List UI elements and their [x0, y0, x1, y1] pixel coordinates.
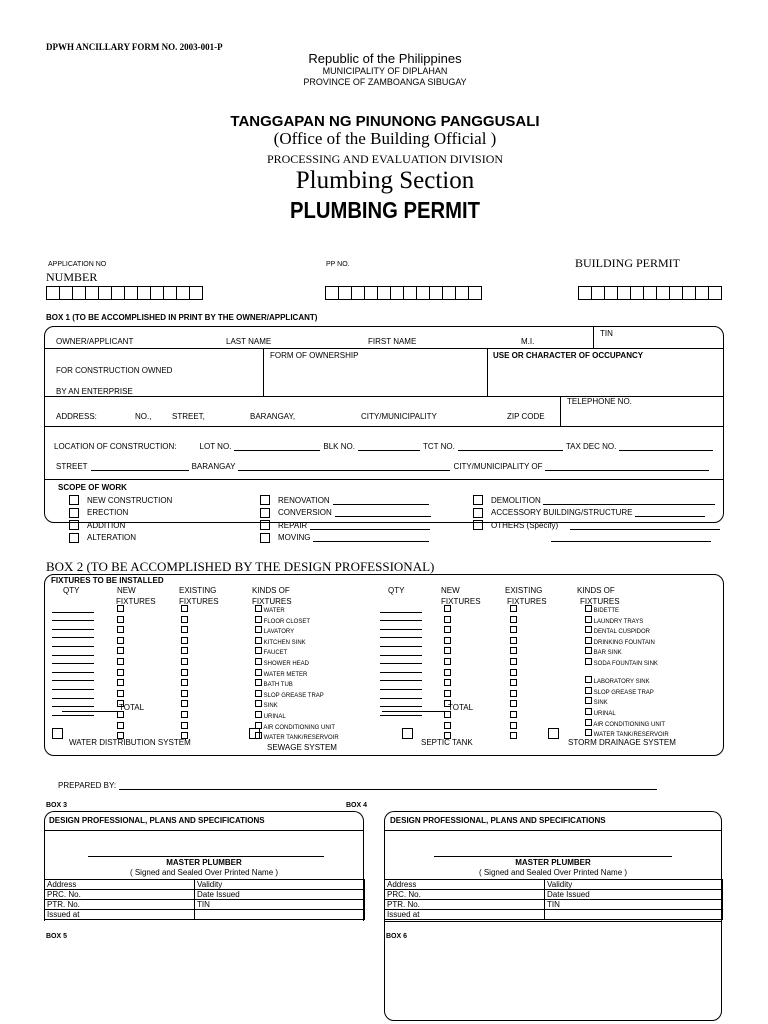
- city-of-field[interactable]: [545, 462, 709, 471]
- scope-column-2: RENOVATION CONVERSION REPAIR MOVING: [260, 494, 431, 544]
- total-left: TOTAL: [62, 703, 144, 712]
- prepared-by-label: PREPARED BY:: [58, 781, 117, 790]
- sewage-system-checkbox[interactable]: [249, 728, 260, 739]
- box4-signature-line[interactable]: [434, 856, 672, 857]
- tax-dec-no-label: TAX DEC NO.: [565, 442, 617, 451]
- province-line: PROVINCE OF ZAMBOANGA SIBUGAY: [303, 77, 467, 87]
- office-title-english: (Office of the Building Official ): [273, 129, 497, 148]
- qty-lines-left[interactable]: [52, 604, 94, 716]
- new-header-left: NEW: [117, 586, 136, 595]
- kinds-fixtures-header-left: FIXTURES: [252, 597, 292, 606]
- address-barangay-label: BARANGAY,: [250, 412, 296, 421]
- building-permit-boxes[interactable]: [578, 286, 721, 300]
- new-fixtures-header-left: FIXTURES: [116, 597, 156, 606]
- accessory-building-checkbox[interactable]: [473, 508, 483, 518]
- box3-signature-line[interactable]: [88, 856, 324, 857]
- new-fixtures-header-right: FIXTURES: [441, 597, 481, 606]
- fixture-kinds-left: WATER FLOOR CLOSET LAVATORY KITCHEN SINK FAUCET SHOWER HEAD WATER METER BATH TUB SLOP GREASE TRAP SINK URINAL AIR CONDITIONING UNIT WATER TANK/RESERVOIR: [255, 605, 339, 743]
- alteration-checkbox[interactable]: [69, 533, 79, 543]
- application-no-label: APPLICATION NO: [48, 261, 107, 268]
- mi-label: M.I.: [521, 337, 535, 346]
- qty-header-left: QTY: [63, 586, 80, 595]
- address-no-label: NO.,: [135, 412, 152, 421]
- box3-label: BOX 3: [46, 802, 68, 809]
- street-label: STREET: [56, 462, 88, 471]
- erection-checkbox[interactable]: [69, 508, 79, 518]
- address-city-label: CITY/MUNICIPALITY: [361, 412, 437, 421]
- owner-applicant-label: OWNER/APPLICANT: [56, 337, 134, 346]
- prepared-by-row: [58, 781, 657, 790]
- for-construction-owned-label: FOR CONSTRUCTION OWNED: [56, 366, 173, 375]
- renovation-checkbox[interactable]: [260, 495, 270, 505]
- box3-title: DESIGN PROFESSIONAL, PLANS AND SPECIFICATIONS: [49, 816, 265, 825]
- new-construction-checkbox[interactable]: [69, 495, 79, 505]
- kinds-fixtures-header-right: FIXTURES: [580, 597, 620, 606]
- box3-signed-note: ( Signed and Sealed Over Printed Name ): [129, 868, 279, 877]
- addition-checkbox[interactable]: [69, 520, 79, 530]
- location-row: [54, 442, 713, 451]
- street-field[interactable]: [91, 462, 189, 471]
- storm-drainage-label: STORM DRAINAGE SYSTEM: [568, 738, 676, 747]
- blk-no-label: BLK NO.: [323, 442, 355, 451]
- blk-no-field[interactable]: [358, 442, 420, 451]
- box4-details-table: Address Validity PRC. No. Date Issued PTR. No. TIN Issued at: [384, 879, 723, 920]
- division-title: PROCESSING AND EVALUATION DIVISION: [266, 152, 504, 166]
- telephone-no-label: TELEPHONE NO.: [567, 397, 632, 406]
- total-right: TOTAL: [382, 703, 473, 712]
- scope-column-1: NEW CONSTRUCTION ERECTION ADDITION ALTERATION: [69, 494, 172, 544]
- box3-details-table: Address Validity PRC. No. Date Issued PTR. No. TIN Issued at: [44, 879, 365, 920]
- storm-drainage-checkbox[interactable]: [548, 728, 559, 739]
- box6-frame: [384, 921, 722, 1021]
- qty-lines-right[interactable]: [380, 604, 422, 716]
- box2-title: BOX 2 (TO BE ACCOMPLISHED BY THE DESIGN PROFESSIONAL): [46, 559, 435, 574]
- scope-of-work-label: SCOPE OF WORK: [58, 483, 127, 492]
- permit-title: PLUMBING PERMIT: [289, 197, 481, 223]
- section-title: Plumbing Section: [295, 167, 475, 194]
- existing-fixtures-header-right: FIXTURES: [507, 597, 547, 606]
- municipality-line: MUNICIPALITY OF DIPLAHAN: [322, 66, 448, 76]
- qty-header-right: QTY: [388, 586, 405, 595]
- existing-fixtures-checkboxes-right[interactable]: [510, 605, 517, 743]
- moving-checkbox[interactable]: [260, 533, 270, 543]
- barangay-field[interactable]: [238, 462, 450, 471]
- republic-line: Republic of the Philippines: [308, 51, 462, 66]
- form-of-ownership-label: FORM OF OWNERSHIP: [270, 351, 359, 360]
- existing-header-right: EXISTING: [505, 586, 543, 595]
- box3-master-plumber: MASTER PLUMBER: [166, 858, 242, 867]
- fixtures-to-be-installed-label: FIXTURES TO BE INSTALLED: [51, 576, 164, 585]
- lot-no-field[interactable]: [234, 442, 320, 451]
- by-an-enterprise-label: BY AN ENTERPRISE: [56, 387, 133, 396]
- application-number-boxes[interactable]: [46, 286, 202, 300]
- tin-label: TIN: [600, 329, 613, 338]
- water-distribution-checkbox[interactable]: [52, 728, 63, 739]
- use-or-character-label: USE OR CHARACTER OF OCCUPANCY: [493, 351, 644, 360]
- box4-signed-note: ( Signed and Sealed Over Printed Name ): [478, 868, 628, 877]
- location-label: LOCATION OF CONSTRUCTION:: [54, 442, 177, 451]
- box6-label: BOX 6: [386, 933, 408, 940]
- conversion-checkbox[interactable]: [260, 508, 270, 518]
- septic-tank-label: SEPTIC TANK: [421, 738, 473, 747]
- new-header-right: NEW: [441, 586, 460, 595]
- first-name-label: FIRST NAME: [368, 337, 417, 346]
- pp-number-boxes[interactable]: [325, 286, 481, 300]
- kinds-of-header-left: KINDS OF: [252, 586, 290, 595]
- barangay-label: BARANGAY: [191, 462, 236, 471]
- box4-title: DESIGN PROFESSIONAL, PLANS AND SPECIFICATIONS: [390, 816, 606, 825]
- office-title-local: TANGGAPAN NG PINUNONG PANGGUSALI: [230, 113, 540, 130]
- address-label: ADDRESS:: [56, 412, 97, 421]
- box4-master-plumber: MASTER PLUMBER: [515, 858, 591, 867]
- new-fixtures-checkboxes-right[interactable]: [444, 605, 451, 743]
- sewage-system-label: SEWAGE SYSTEM: [267, 743, 337, 752]
- new-fixtures-checkboxes-left[interactable]: [117, 605, 124, 743]
- box1-title: BOX 1 (TO BE ACCOMPLISHED IN PRINT BY THE OWNER/APPLICANT): [46, 313, 318, 322]
- others-checkbox[interactable]: [473, 520, 483, 530]
- septic-tank-checkbox[interactable]: [402, 728, 413, 739]
- form-number: DPWH ANCILLARY FORM NO. 2003-001-P: [46, 42, 223, 52]
- water-distribution-label: WATER DISTRIBUTION SYSTEM: [69, 738, 191, 747]
- tct-no-label: TCT NO.: [422, 442, 455, 451]
- box5-label: BOX 5: [46, 933, 68, 940]
- address-street-label: STREET,: [172, 412, 205, 421]
- lot-no-label: LOT NO.: [199, 442, 232, 451]
- street-row: [56, 462, 709, 471]
- scope-column-3: DEMOLITION ACCESSORY BUILDING/STRUCTURE OTHERS (Specify): [473, 494, 720, 544]
- tax-dec-no-field[interactable]: [619, 442, 713, 451]
- kinds-of-header-right: KINDS OF: [577, 586, 615, 595]
- box4-label: BOX 4: [346, 802, 368, 809]
- zip-code-label: ZIP CODE: [507, 412, 545, 421]
- tct-no-field[interactable]: [458, 442, 563, 451]
- existing-header-left: EXISTING: [179, 586, 217, 595]
- prepared-by-field[interactable]: [119, 781, 657, 790]
- number-label: NUMBER: [46, 270, 98, 284]
- repair-checkbox[interactable]: [260, 520, 270, 530]
- fixture-kinds-right: BIDETTE LAUNDRY TRAYS DENTAL CUSPIDOR DRINKING FOUNTAIN BAR SINK SODA FOUNTAIN SINK LABORATORY SINK SLOP GREASE TRAP SINK URINAL AIR CONDITIONING UNIT WATER TANK/RESERVOIR: [585, 605, 669, 740]
- city-of-label: CITY/MUNICIPALITY OF: [453, 462, 543, 471]
- building-permit-label: BUILDING PERMIT: [575, 256, 680, 270]
- existing-fixtures-header-left: FIXTURES: [179, 597, 219, 606]
- demolition-checkbox[interactable]: [473, 495, 483, 505]
- pp-no-label: PP NO.: [326, 261, 350, 268]
- last-name-label: LAST NAME: [226, 337, 272, 346]
- existing-fixtures-checkboxes-left[interactable]: [181, 605, 188, 743]
